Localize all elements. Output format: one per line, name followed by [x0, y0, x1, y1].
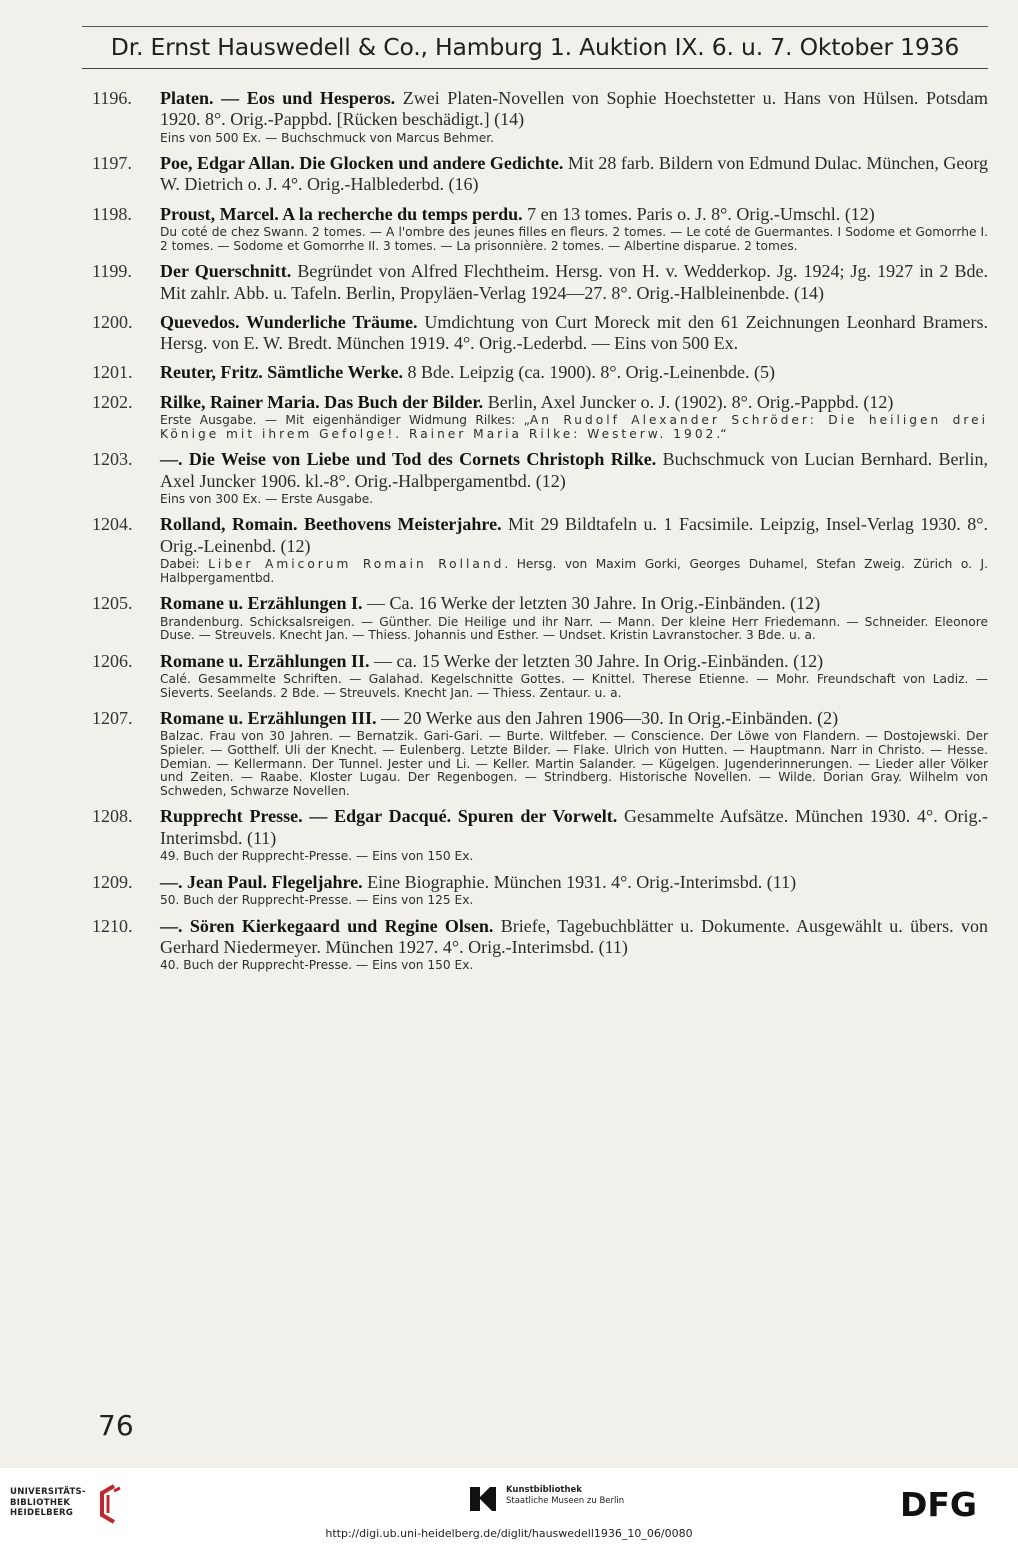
entry-description: — 20 Werke aus den Jahren 1906—30. In Orig.-Einbänden. (2) — [376, 708, 839, 729]
kunstbibliothek-logo-icon — [466, 1481, 500, 1515]
entry-number: 1209. — [92, 871, 133, 892]
entry-text — [160, 593, 988, 614]
catalog-entry — [92, 916, 988, 973]
dfg-logo-text: DFG — [900, 1488, 978, 1520]
entry-note: Balzac. Frau von 30 Jahren. — Bernatzik. Gari-Gari. — Burte. Wiltfeber. — Conscience. Der Löwe von Flandern. — Dostojewski. Der Spieler. — Gotthelf. Uli der Knecht. — Eulenberg. Letzte Bilder. — Flake. Ulrich von Hutten. — Hauptmann. Narr in Christo. — Hesse. Demian. — Kellermann. Der Tunnel. Jester und Li. — Keller. Martin Salander. — Kügelgen. Jugenderinnerungen. — Lieder aller Völker und Zeiten. — Raabe. Kloster Lugau. Der Regenbogen. — Strindberg. Historische Novellen. — Wilde. Dorian Gray. Wilhelm von Schweden, Schwarze Novellen. — [160, 729, 988, 798]
entry-title: Der Querschnitt. — [160, 261, 292, 282]
kunstbibliothek-label — [506, 1485, 624, 1507]
uni-label-line: UNIVERSITÄTS- — [10, 1487, 86, 1497]
entry-number: 1206. — [92, 650, 133, 671]
entry-title: Rilke, Rainer Maria. Das Buch der Bilder. — [160, 391, 484, 412]
entry-note: Brandenburg. Schicksalsreigen. — Günther. Die Heilige und ihr Narr. — Mann. Der kleine Herr Friedemann. — Schneider. Eleonore Duse. — Streuvels. Knecht Jan. — Thiess. Johannis und Esther. — Undset. Kristin Lavranstocher. 3 Bde. u. a. — [160, 614, 988, 643]
catalog-entry — [92, 872, 988, 908]
entry-text — [160, 362, 988, 383]
catalog-entry — [92, 392, 988, 441]
entry-note: Du coté de chez Swann. 2 tomes. — A l'ombre des jeunes filles en fleurs. 2 tomes. — Le coté de Guermantes. I Sodome et Gomorrhe I. 2 tomes. — Sodome et Gomorrhe II. 3 tomes. — La prisonnière. 2 tomes. — Albertine disparue. 2 tomes. — [160, 225, 988, 253]
entry-title: —. Sören Kierkegaard und Regine Olsen. — [160, 915, 494, 936]
entry-number: 1210. — [92, 915, 133, 936]
entry-text — [160, 514, 988, 557]
digitization-footer — [0, 1468, 1018, 1545]
entry-text — [160, 88, 988, 131]
entry-description: 7 en 13 tomes. Paris o. J. 8°. Orig.-Umschl. (12) — [522, 203, 875, 224]
page-number: 76 — [98, 1409, 134, 1442]
catalog-entries — [92, 88, 988, 981]
entry-title: Reuter, Fritz. Sämtliche Werke. — [160, 362, 403, 383]
catalog-entry — [92, 449, 988, 506]
kb-label-line: Kunstbibliothek — [506, 1485, 582, 1495]
catalog-entry — [92, 362, 988, 383]
entry-text — [160, 312, 988, 355]
entry-title: Platen. — Eos und Hesperos. — [160, 88, 396, 108]
dedication-text: An Rudolf Alexander Schröder: Die heiligen drei Könige mit ihrem Gefolge!. Rainer Maria Rilke: Westerw. 1902 — [160, 413, 988, 441]
entry-title: —. Jean Paul. Flegeljahre. — [160, 871, 363, 892]
entry-title: Romane u. Erzählungen II. — [160, 650, 370, 671]
catalog-entry — [92, 204, 988, 253]
entry-number: 1201. — [92, 362, 133, 383]
entry-description: Gesammelte Aufsätze. München 1930. 4°. Orig.-Interimsbd. (11) — [160, 806, 988, 848]
entry-note: Eins von 300 Ex. — Erste Ausgabe. — [160, 491, 374, 506]
entry-description: Zwei Platen-Novellen von Sophie Hoechstetter u. Hans von Hülsen. Potsdam 1920. 8°. Orig.-Pappbd. [Rücken beschädigt.] (14) — [160, 88, 989, 130]
entry-title: Rolland, Romain. Beethovens Meisterjahre. — [160, 514, 502, 535]
entry-title: Rupprecht Presse. — Edgar Dacqué. Spuren der Vorwelt. — [160, 806, 618, 827]
entry-number: 1200. — [92, 311, 133, 332]
entry-description: Begründet von Alfred Flechtheim. Hersg. von H. v. Wedderkop. Jg. 1924; Jg. 1927 in 2 Bde. Mit zahlr. Abb. u. Tafeln. Berlin, Propyläen-Verlag 1924—27. 8°. Orig.-Halbleinenbde. (14) — [160, 261, 988, 303]
uni-label-line: HEIDELBERG — [10, 1508, 74, 1518]
entry-number: 1204. — [92, 514, 133, 535]
permalink-url[interactable]: http://digi.ub.uni-heidelberg.de/diglit/hauswedell1936_10_06/0080 — [325, 1527, 693, 1540]
entry-text — [160, 153, 988, 196]
entry-text — [160, 872, 988, 893]
entry-title: Poe, Edgar Allan. Die Glocken und andere Gedichte. — [160, 153, 564, 174]
entry-number: 1205. — [92, 593, 133, 614]
entry-text — [160, 449, 988, 492]
entry-number: 1208. — [92, 806, 133, 827]
catalog-entry — [92, 261, 988, 304]
entry-note — [160, 558, 988, 585]
catalog-entry — [92, 514, 988, 585]
catalog-entry — [92, 708, 988, 798]
entry-note: 49. Buch der Rupprecht-Presse. — Eins von 150 Ex. — [160, 849, 474, 864]
entry-number: 1199. — [92, 261, 132, 282]
kb-label-line: Staatliche Museen zu Berlin — [506, 1496, 625, 1506]
entry-title: Romane u. Erzählungen III. — [160, 708, 377, 729]
catalog-entry — [92, 312, 988, 355]
catalog-entry — [92, 593, 988, 642]
entry-note: Calé. Gesammelte Schriften. — Galahad. Kegelschnitte Gottes. — Knittel. Therese Etienne. — Mohr. Freundschaft von Ladiz. — Sieverts. Seelands. 2 Bde. — Streuvels. Knecht Jan. — Thiess. Zentaur. u. a. — [160, 671, 988, 700]
note-text: . Hersg. von Maxim Gorki, Georges Duhamel, Stefan Zweig. Zürich o. J. Halbpergamentbd. — [160, 557, 988, 585]
entry-description: Briefe, Tagebuchblätter u. Dokumente. Ausgewählt u. übers. von Gerhard Niedermeyer. München 1927. 4°. Orig.-Interimsbd. (11) — [160, 915, 988, 957]
entry-note: 40. Buch der Rupprecht-Presse. — Eins von 150 Ex. — [160, 958, 474, 973]
entry-title: —. Die Weise von Liebe und Tod des Cornets Christoph Rilke. — [160, 449, 657, 470]
entry-description: Buchschmuck von Lucian Bernhard. Berlin, Axel Juncker 1906. kl.-8°. Orig.-Halbpergamentbd. (12) — [160, 449, 989, 491]
catalog-entry — [92, 806, 988, 863]
catalog-entry — [92, 153, 988, 196]
entry-description: Eine Biographie. München 1931. 4°. Orig.-Interimsbd. (11) — [362, 871, 797, 892]
entry-text — [160, 392, 988, 413]
entry-description: Umdichtung von Curt Moreck mit den 61 Zeichnungen Leonhard Bramers. Hersg. von E. W. Bredt. München 1919. 4°. Orig.-Lederbd. — Eins von 500 Ex. — [160, 311, 989, 354]
entry-number: 1198. — [92, 203, 132, 224]
header-rule — [82, 68, 988, 69]
entry-title: Romane u. Erzählungen I. — [160, 593, 363, 614]
entry-text — [160, 204, 988, 225]
uni-heidelberg-logo-icon — [90, 1483, 126, 1525]
entry-description: Mit 29 Bildtafeln u. 1 Facsimile. Leipzig, Insel-Verlag 1930. 8°. Orig.-Leinenbd. (12) — [160, 514, 988, 556]
note-text: .“ — [716, 426, 727, 441]
entry-number: 1207. — [92, 708, 133, 729]
entry-number: 1196. — [92, 88, 132, 108]
catalog-entry — [92, 651, 988, 700]
catalog-entry — [92, 88, 988, 145]
entry-description: Mit 28 farb. Bildern von Edmund Dulac. München, Georg W. Dietrich o. J. 4°. Orig.-Halblederbd. (16) — [160, 153, 989, 195]
entry-description: Berlin, Axel Juncker o. J. (1902). 8°. Orig.-Pappbd. (12) — [483, 391, 894, 412]
entry-text — [160, 708, 988, 729]
uni-label-line: BIBLIOTHEK — [10, 1497, 71, 1508]
uni-heidelberg-label — [10, 1487, 86, 1519]
entry-number: 1203. — [92, 449, 133, 470]
entry-description: — ca. 15 Werke der letzten 30 Jahre. In Orig.-Einbänden. (12) — [369, 650, 824, 671]
entry-text — [160, 916, 988, 959]
entry-number: 1202. — [92, 391, 133, 412]
entry-title: Quevedos. Wunderliche Träume. — [160, 311, 418, 332]
entry-text — [160, 651, 988, 672]
top-rule — [82, 26, 988, 27]
note-text: Erste Ausgabe. — Mit eigenhändiger Widmung Rilkes: „ — [160, 413, 530, 428]
dfg-logo-icon — [900, 1488, 1006, 1520]
page-header: Dr. Ernst Hauswedell & Co., Hamburg 1. Auktion IX. 6. u. 7. Oktober 1936 — [110, 33, 960, 61]
entry-description: 8 Bde. Leipzig (ca. 1900). 8°. Orig.-Leinenbde. (5) — [402, 362, 776, 383]
entry-note: 50. Buch der Rupprecht-Presse. — Eins von 125 Ex. — [160, 892, 474, 907]
entry-text — [160, 261, 988, 304]
entry-note — [160, 414, 988, 441]
entry-description: — Ca. 16 Werke der letzten 30 Jahre. In Orig.-Einbänden. (12) — [362, 593, 821, 614]
book-title-spaced: Liber Amicorum Romain Rolland — [208, 557, 505, 572]
entry-text — [160, 806, 988, 849]
note-text: Dabei: — [160, 557, 209, 572]
entry-title: Proust, Marcel. A la recherche du temps perdu. — [160, 203, 523, 224]
entry-note: Eins von 500 Ex. — Buchschmuck von Marcus Behmer. — [160, 130, 495, 145]
entry-number: 1197. — [92, 153, 132, 174]
